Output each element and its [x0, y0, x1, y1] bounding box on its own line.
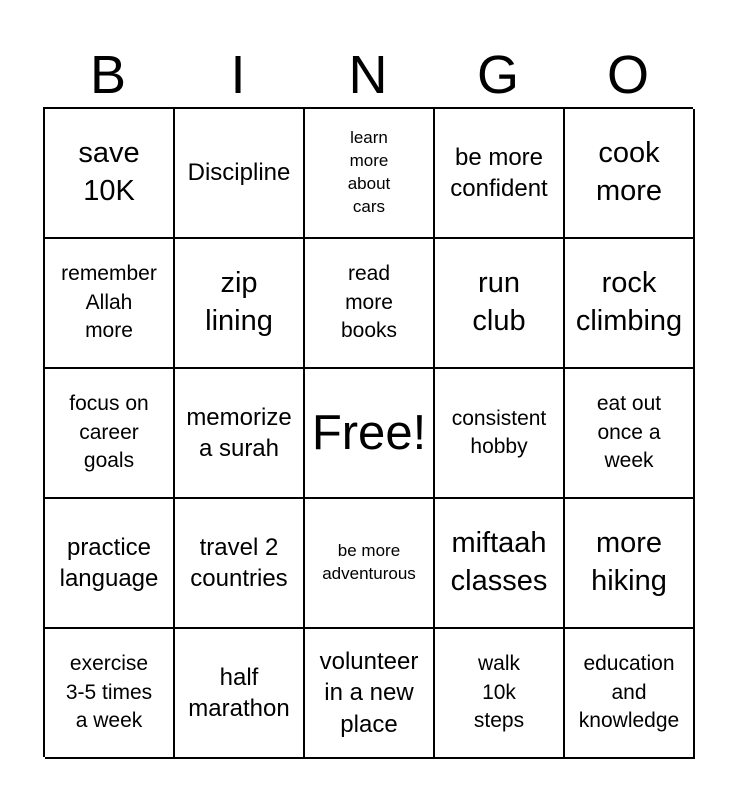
bingo-cell[interactable]: volunteer in a new place	[305, 629, 435, 759]
bingo-board	[43, 107, 693, 757]
bingo-cell[interactable]: rock climbing	[565, 239, 695, 369]
bingo-cell[interactable]: be more adventurous	[305, 499, 435, 629]
bingo-cell[interactable]: education and knowledge	[565, 629, 695, 759]
header-letter-n: N	[348, 45, 388, 105]
bingo-cell[interactable]: be more confident	[435, 109, 565, 239]
bingo-cell[interactable]: travel 2 countries	[175, 499, 305, 629]
bingo-free-cell[interactable]: Free!	[305, 369, 435, 499]
bingo-cell[interactable]: focus on career goals	[45, 369, 175, 499]
bingo-cell[interactable]: half marathon	[175, 629, 305, 759]
bingo-cell[interactable]: eat out once a week	[565, 369, 695, 499]
header-letter-b: B	[89, 45, 127, 105]
header-letter-i: I	[230, 45, 246, 105]
bingo-cell[interactable]: practice language	[45, 499, 175, 629]
bingo-cell[interactable]: exercise 3-5 times a week	[45, 629, 175, 759]
bingo-cell[interactable]: Discipline	[175, 109, 305, 239]
bingo-cell[interactable]: remember Allah more	[45, 239, 175, 369]
bingo-cell[interactable]: walk 10k steps	[435, 629, 565, 759]
bingo-cell[interactable]: run club	[435, 239, 565, 369]
bingo-cell[interactable]: miftaah classes	[435, 499, 565, 629]
bingo-cell[interactable]: learn more about cars	[305, 109, 435, 239]
bingo-cell[interactable]: save 10K	[45, 109, 175, 239]
bingo-cell[interactable]: memorize a surah	[175, 369, 305, 499]
bingo-cell[interactable]: zip lining	[175, 239, 305, 369]
bingo-cell[interactable]: consistent hobby	[435, 369, 565, 499]
bingo-cell[interactable]: cook more	[565, 109, 695, 239]
bingo-cell[interactable]: more hiking	[565, 499, 695, 629]
header-letter-g: G	[476, 45, 519, 105]
bingo-cell[interactable]: read more books	[305, 239, 435, 369]
bingo-header	[43, 42, 693, 108]
header-letter-o: O	[606, 45, 649, 105]
